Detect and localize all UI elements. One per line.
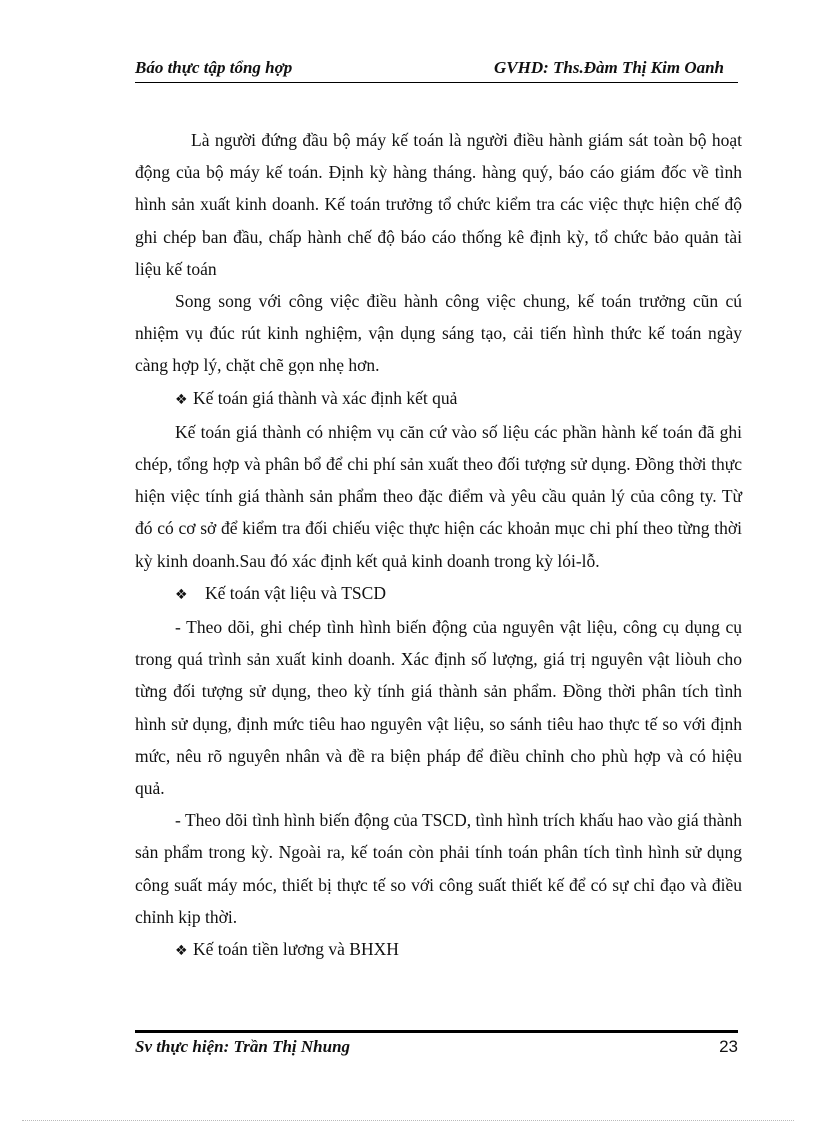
heading-materials-assets xyxy=(135,577,742,611)
diamond-bullet-icon: ❖ xyxy=(175,943,188,960)
diamond-bullet-icon: ❖ xyxy=(175,391,188,408)
student-name: Sv thực hiện: Trần Thị Nhung xyxy=(135,1037,351,1056)
page-footer xyxy=(135,1037,738,1061)
report-title: Báo thực tập tổng hợp xyxy=(135,58,293,77)
document-body xyxy=(135,124,742,967)
heading-text: Kế toán giá thành và xác định kết quả xyxy=(193,387,458,408)
page-break-line xyxy=(22,1120,794,1121)
heading-text: Kế toán tiền lương và BHXH xyxy=(193,939,399,960)
heading-cost-accounting xyxy=(135,382,742,416)
paragraph-cost-accounting: Kế toán giá thành có nhiệm vụ căn cứ vào số liệu các phần hành kế toán đã ghi chép, tổng hợp và phân bổ để chi phí sản xuất theo đối tượng sử dụng. Đồng thời thực hiện việc tính giá thành sản phẩm theo đặc điểm và yêu cầu quản lý của công ty. Từ đó có cơ sở để kiểm tra đối chiếu việc thực hiện các khoản mục chi phí theo từng thời kỳ kinh doanh.Sau đó xác định kết quả kinh doanh trong kỳ lói-lỗ. xyxy=(135,421,742,571)
page-number: 23 xyxy=(719,1037,738,1056)
header-rule xyxy=(135,82,738,83)
page-header xyxy=(135,58,738,82)
diamond-bullet-icon: ❖ xyxy=(175,586,188,603)
heading-payroll xyxy=(135,933,742,967)
footer-rule xyxy=(135,1030,738,1033)
paragraph-fixed-assets: - Theo dõi tình hình biến động của TSCD, tình hình trích khấu hao vào giá thành sản phẩm trong kỳ. Ngoài ra, kế toán còn phải tính toán phân tích tình hình sử dụng công suất máy móc, thiết bị thực tế so với công suất thiết kế để có sự chỉ đạo và điều chỉnh kịp thời. xyxy=(135,810,742,927)
supervisor-name: GVHD: Ths.Đàm Thị Kim Oanh xyxy=(493,58,724,77)
paragraph-chief-accountant: Là người đứng đầu bộ máy kế toán là người điều hành giám sát toàn bộ hoạt động của bộ máy kế toán. Định kỳ hàng tháng. hàng quý, báo cáo giám đốc về tình hình sản xuất kinh doanh. Kế toán trưởng tổ chức kiểm tra các việc thực hiện chế độ ghi chép ban đầu, chấp hành chế độ báo cáo thống kê định kỳ, tổ chức bảo quản tài liệu kế toán xyxy=(135,130,742,279)
heading-text: Kế toán vật liệu và TSCD xyxy=(205,582,386,603)
paragraph-materials: - Theo dõi, ghi chép tình hình biến động của nguyên vật liệu, công cụ dụng cụ trong quá trình sản xuất kinh doanh. Xác định số lượng, giá trị nguyên vật liòuh cho từng đối tượng sử dụng, theo kỳ tính giá thành sản phẩm. Đồng thời phân tích tình hình sử dụng, định mức tiêu hao nguyên vật liệu, so sánh tiêu hao thực tế so với định mức, nêu rõ nguyên nhân và đề ra biện pháp để điều chỉnh cho phù hợp và có hiệu quả. xyxy=(135,617,742,799)
paragraph-parallel-duties: Song song với công việc điều hành công việc chung, kế toán trưởng cũn cú nhiệm vụ đúc rút kinh nghiệm, vận dụng sáng tạo, cải tiến hình thức kế toán ngày càng hợp lý, chặt chẽ gọn nhẹ hơn. xyxy=(135,291,742,376)
